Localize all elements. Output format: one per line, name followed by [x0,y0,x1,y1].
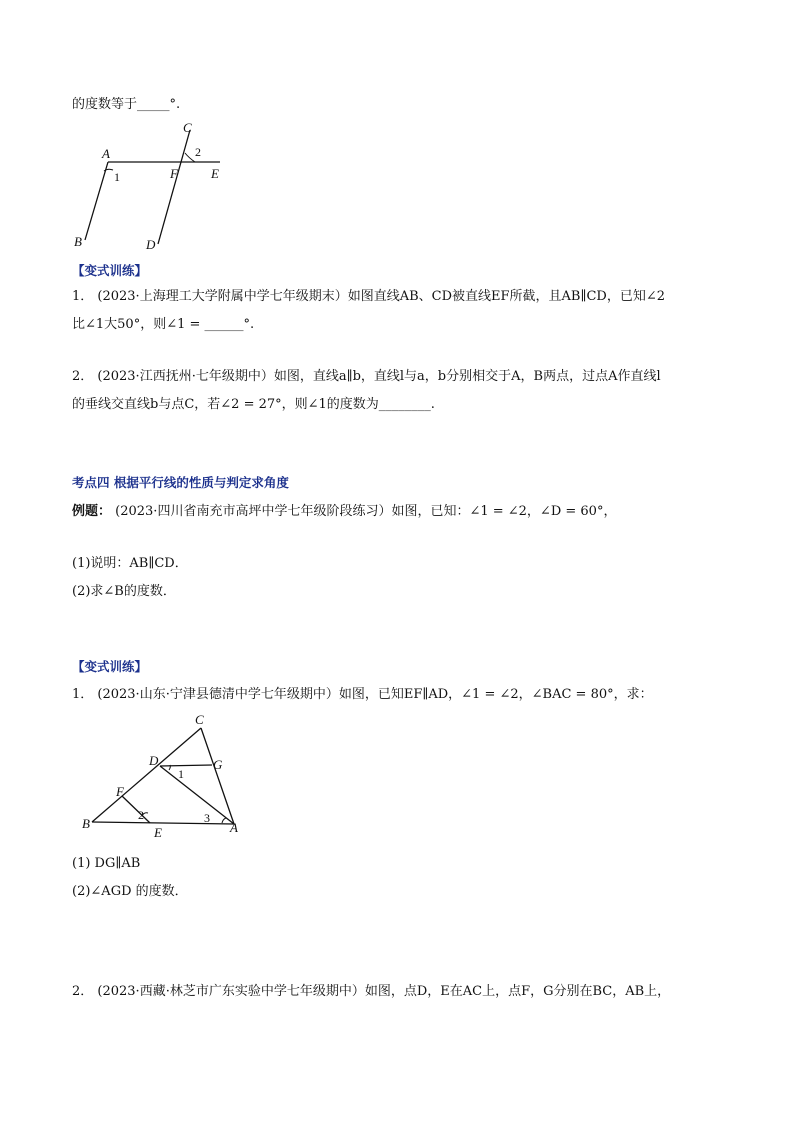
question-1-line-1: 1． (2023·上海理工大学附属中学七年级期末）如图直线AB、CD被直线EF所截，且AB∥CD，已知∠2 [72,289,665,304]
example-text: (2023·四川省南充市高坪中学七年级阶段练习）如图，已知：∠1 = ∠2，∠D = 60°， [115,504,617,519]
point-A-label: A [102,146,110,161]
point-E-label: E [211,166,219,181]
question-1-line-2: 比∠1大50°，则∠1 = ______°. [72,317,255,332]
point-F-label: F [170,166,178,181]
section-heading: 考点四 根据平行线的性质与判定求角度 [72,475,289,490]
angle-2-label: 2 [195,145,201,159]
variant-question-2: 2． (2023·西藏·林芝市广东实验中学七年级期中）如图，点D，E在AC上，点F，G分别在BC，AB上， [72,984,671,999]
side-BC [92,728,201,822]
example-part-1: (1)说明：AB∥CD． [72,556,188,571]
question-2-line-2: 的垂线交直线b与点C，若∠2 = 27°，则∠1的度数为________. [72,397,435,412]
example-part-2: (2)求∠B的度数． [72,584,176,599]
variant-question-1: 1． (2023·山东·宁津县德清中学七年级期中）如图，已知EF∥AD，∠1 = ∠2，∠BAC = 80°，求： [72,687,653,702]
figure-parallel-lines [70,118,240,258]
answer-blank-line: 的度数等于_____°. [72,97,181,112]
variant-question-1-part-1: (1) DG∥AB [72,856,141,871]
figure-triangle [78,712,258,842]
point-B-label: B [82,816,90,831]
segment-FE [122,796,150,823]
variant-training-heading: 【变式训练】 [72,263,148,278]
point-B-label: B [74,234,82,249]
point-C-label: C [183,120,192,135]
line-CD [158,130,190,244]
example-line [72,503,616,521]
angle-1-label: 1 [178,767,184,781]
example-label: 例题： [72,504,112,519]
angle-3-label: 3 [204,811,210,825]
segment-DA [160,766,234,824]
angle-3-arc [222,818,226,823]
point-D-label: D [146,237,156,252]
point-F-label: F [116,784,124,799]
point-C-label: C [195,712,204,727]
line-AB [85,162,108,240]
side-BA [92,822,234,824]
point-D-label: D [149,753,159,768]
angle-2-arc [185,153,195,162]
segment-DG [160,765,212,766]
angle-2-label: 2 [138,808,144,822]
variant-question-1-part-2: (2)∠AGD 的度数． [72,884,188,899]
angle-1-label: 1 [114,170,120,184]
point-A-label: A [230,820,238,835]
variant-training-heading-2: 【变式训练】 [72,659,148,674]
point-E-label: E [154,825,162,840]
point-G-label: G [213,757,223,772]
question-2-line-1: 2． (2023·江西抚州·七年级期中）如图，直线a∥b，直线l与a，b分别相交于A，B两点，过点A作直线l [72,369,661,384]
side-CA [201,728,234,824]
